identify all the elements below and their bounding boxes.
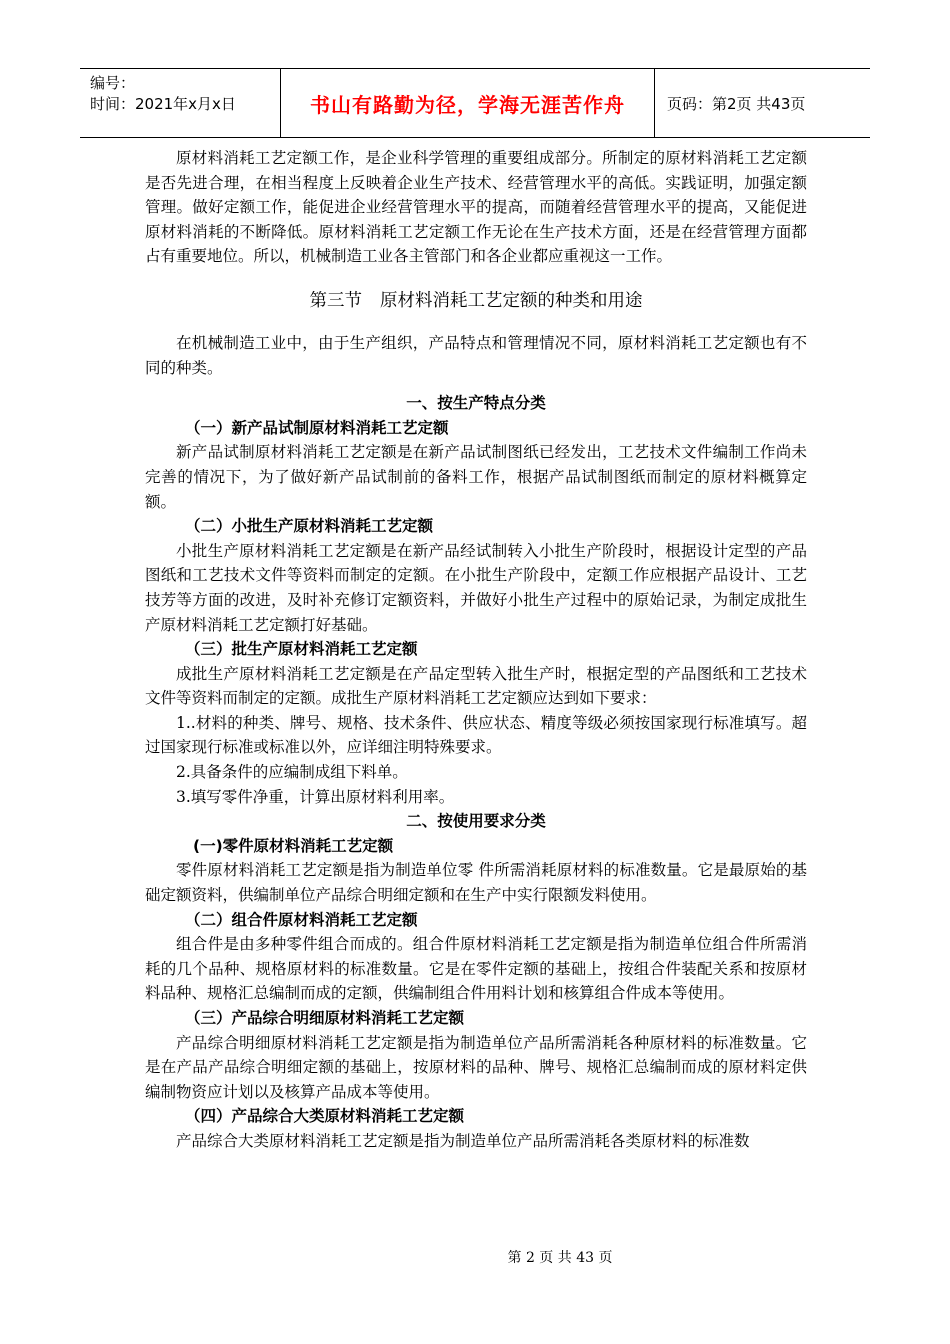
- part1-sub2-heading: （二）小批生产原材料消耗工艺定额: [185, 517, 434, 536]
- part1-sub1-paragraph: 新产品试制原材料消耗工艺定额是在新产品试制图纸已经发出，工艺技术文件编制工作尚未完善的情况下，为了做好新产品试制前的备料工作，根据产品试制图纸而制定的原材料概算定额。: [145, 443, 807, 511]
- header-meta: [80, 69, 280, 137]
- header-motto: 书山有路勤为径，学海无涯苦作舟: [280, 69, 655, 137]
- document-number-label: 编号：: [90, 74, 136, 92]
- part2-sub1-paragraph: 零件原材料消耗工艺定额是指为制造单位零 件所需消耗原材料的标准数量。它是最原始的基础定额资料，供编制单位产品综合明细定额和在生产中实行限额发料使用。: [145, 861, 807, 905]
- page-footer: 第 2 页 共 43 页: [507, 1250, 613, 1266]
- part1-sub1-heading: （一）新产品试制原材料消耗工艺定额: [185, 418, 449, 437]
- part1-sub3-heading: （三）批生产原材料消耗工艺定额: [185, 640, 418, 659]
- part2-sub3-paragraph: 产品综合明细原材料消耗工艺定额是指为制造单位产品所需消耗各种原材料的标准数量。它是在产品产品综合明细定额的基础上，按原材料的品种、牌号、规格汇总编制而成的原材料定供编制物资应计划以及核算产品成本等使用。: [145, 1033, 807, 1101]
- part1-heading: 一、按生产特点分类: [406, 394, 546, 413]
- intro-paragraph: 原材料消耗工艺定额工作，是企业科学管理的重要组成部分。所制定的原材料消耗工艺定额是否先进合理，在相当程度上反映着企业生产技术、经营管理水平的高低。实践证明，加强定额管理。做好定额工作，能促进企业经营管理水平的提高，而随着经营管理水平的提高，又能促进原材料消耗的不断降低。原材料消耗工艺定额工作无论在生产技术方面，还是在经营管理方面都占有重要地位。所以，机械制造工业各主管部门和各企业都应重视这一工作。: [145, 149, 807, 266]
- section-title-text: 原材料消耗工艺定额的种类和用途: [380, 290, 643, 311]
- requirement-1: 1..材料的种类、牌号、规格、技术条件、供应状态、精度等级必须按国家现行标准填写。超过国家现行标准或标准以外，应详细注明特殊要求。: [145, 713, 807, 757]
- part2-sub2-paragraph: 组合件是由多种零件组合而成的。组合件原材料消耗工艺定额是指为制造单位组合件所需消耗的几个品种、规格原材料的标准数量。它是在零件定额的基础上，按组合件装配关系和按原材料品种、规格汇总编制而成的定额，供编制组合件用料计划和核算组合件成本等使用。: [145, 935, 807, 1003]
- part2-sub2-heading: （二）组合件原材料消耗工艺定额: [185, 910, 418, 929]
- page-header: [80, 68, 870, 138]
- part2-sub3-heading: （三）产品综合明细原材料消耗工艺定额: [185, 1009, 465, 1027]
- part2-sub1-heading: (一)零件原材料消耗工艺定额: [193, 836, 394, 855]
- part2-heading: 二、按使用要求分类: [406, 812, 546, 831]
- section-intro-paragraph: 在机械制造工业中，由于生产组织，产品特点和管理情况不同，原材料消耗工艺定额也有不同的种类。: [145, 333, 807, 377]
- header-page-label: 页码：第2页 共43页: [667, 94, 806, 113]
- part1-sub3-paragraph: 成批生产原材料消耗工艺定额是在产品定型转入批生产时，根据定型的产品图纸和工艺技术文件等资料而制定的定额。成批生产原材料消耗工艺定额应达到如下要求：: [145, 664, 807, 708]
- requirement-2: 2.具备条件的应编制成组下料单。: [176, 763, 408, 782]
- section-title: [145, 287, 807, 315]
- requirement-3: 3.填写零件净重，计算出原材料利用率。: [176, 787, 455, 806]
- part2-sub4-paragraph: 产品综合大类原材料消耗工艺定额是指为制造单位产品所需消耗各类原材料的标准数: [176, 1131, 750, 1150]
- document-time-label: 时间：2021年x月x日: [90, 95, 236, 113]
- section-title-number: 第三节: [309, 290, 362, 311]
- part1-sub2-paragraph: 小批生产原材料消耗工艺定额是在新产品经试制转入小批生产阶段时，根据设计定型的产品图纸和工艺技术文件等资料而制定的定额。在小批生产阶段中，定额工作应根据产品设计、工艺技芳等方面的改进，及时补充修订定额资料，并做好小批生产过程中的原始记录，为制定成批生产原材料消耗工艺定额打好基础。: [145, 541, 807, 634]
- part2-sub4-heading: （四）产品综合大类原材料消耗工艺定额: [185, 1107, 465, 1126]
- document-body: [145, 146, 807, 1154]
